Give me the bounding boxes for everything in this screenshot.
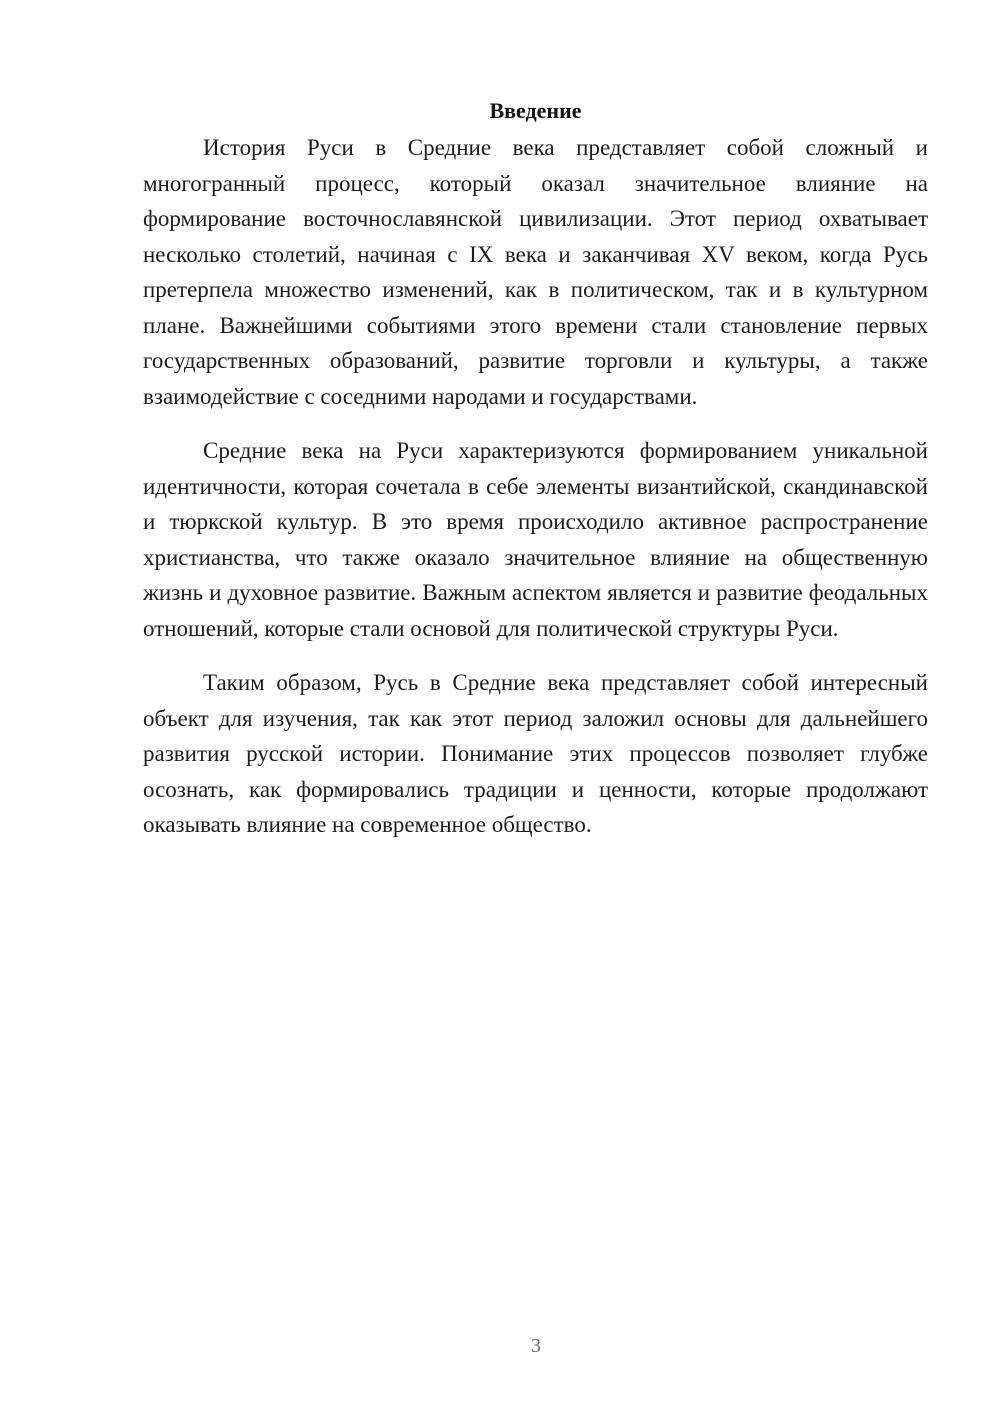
paragraph-identity: Средние века на Руси характеризуются формированием уникальной идентичности, которая сочетала в себе элементы византийской, скандинавской и тюркской культур. В это время происходило активное распространение христианства, что также оказало значительное влияние на общественную жизнь и духовное развитие. Важным аспектом является и развитие феодальных отношений, которые стали основой для политической структуры Руси. xyxy=(143,438,928,641)
paragraph-conclusion: Таким образом, Русь в Средние века представляет собой интересный объект для изучения, так как этот период заложил основы для дальнейшего развития русской истории. Понимание этих процессов позволяет глубже осознать, как формировались традиции и ценности, которые продолжают оказывать влияние на современное общество. xyxy=(143,670,928,837)
page-number: 3 xyxy=(531,1335,541,1357)
paragraph-intro: История Руси в Средние века представляет собой сложный и многогранный процесс, который оказал значительное влияние на формирование восточнославянской цивилизации. Этот период охватывает несколько столетий, начиная с IX века и заканчивая XV веком, когда Русь претерпела множество изменений, как в политическом, так и в культурном плане. Важнейшими событиями этого времени стали становление первых государственных образований, развитие торговли и культуры, а также взаимодействие с соседними народами и государствами. xyxy=(143,135,928,409)
page-content xyxy=(143,96,928,862)
section-heading: Введение xyxy=(489,98,582,123)
